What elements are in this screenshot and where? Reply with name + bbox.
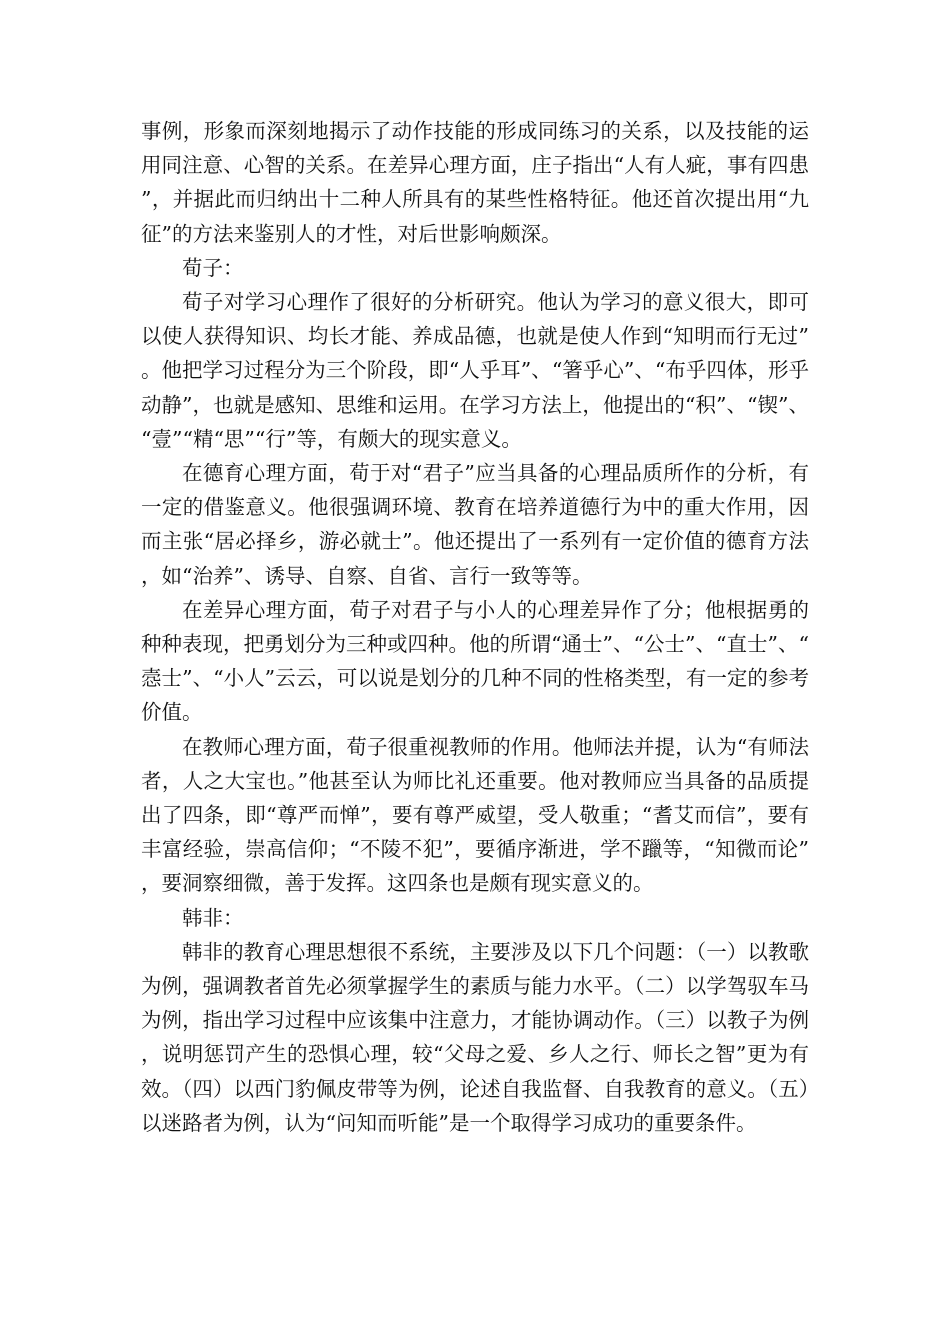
paragraph-xunzi-moral: 在德育心理方面，荀于对“君子”应当具备的心理品质所作的分析，有一定的借鉴意义。他很强调环境、教育在培养道德行为中的重大作用，因而主张“居必择乡，游必就士”。他还提出了一系列有一定价值的德育方法，如“治养”、诱导、自察、自省、言行一致等等。 bbox=[141, 461, 809, 588]
heading-hanfei: 韩非： bbox=[182, 905, 244, 930]
paragraph-xunzi-learning: 荀子对学习心理作了很好的分析研究。他认为学习的意义很大，即可以使人获得知识、均长才能、养成品德，也就是使人作到“知明而行无过”。他把学习过程分为三个阶段，即“人乎耳”、“箸乎心”、“布乎四体，形乎动静”，也就是感知、思维和运用。在学习方法上，他提出的“积”、“锲”、“壹”“精“思”“行”等，有颇大的现实意义。 bbox=[141, 290, 809, 451]
paragraph-xunzi-teacher: 在教师心理方面，荀子很重视教师的作用。他师法并提，认为“有师法者，人之大宝也。”他甚至认为师比礼还重要。他对教师应当具备的品质提出了四条，即“尊严而惮”，要有尊严威望，受人敬重；“耆艾而信”，要有丰富经验，崇高信仰；“不陵不犯”，要循序渐进，学不躐等，“知微而论”，要洞察细微，善于发挥。这四条也是颇有现实意义的。 bbox=[141, 734, 809, 896]
document-body bbox=[141, 114, 809, 1140]
paragraph-zhuangzi-continuation: 事例，形象而深刻地揭示了动作技能的形成同练习的关系，以及技能的运用同注意、心智的关系。在差异心理方面，庄子指出“人有人疵，事有四患”，并据此而归纳出十二种人所具有的某些性格特征。他还首次提出用“九征”的方法来鉴别人的才性，对后世影响颇深。 bbox=[141, 119, 809, 246]
heading-xunzi: 荀子： bbox=[182, 255, 244, 280]
paragraph-hanfei: 韩非的教育心理思想很不系统，主要涉及以下几个问题：（一）以教歌为例，强调教者首先必须掌握学生的素质与能力水平。（二）以学驾驭车马为例，指出学习过程中应该集中注意力，才能协调动作。（三）以教子为例，说明惩罚产生的恐惧心理，较“父母之爱、乡人之行、师长之智”更为有效。（四）以西门豹佩皮带等为例，论述自我监督、自我教育的意义。（五）以迷路者为例，认为“问知而听能”是一个取得学习成功的重要条件。 bbox=[141, 939, 809, 1135]
paragraph-xunzi-differences: 在差异心理方面，荀子对君子与小人的心理差异作了分；他根据勇的种种表现，把勇划分为三种或四种。他的所谓“通士”、“公士”、“直士”、“悫士”、“小人”云云，可以说是划分的几种不同的性格类型，有一定的参考价值。 bbox=[141, 597, 809, 725]
